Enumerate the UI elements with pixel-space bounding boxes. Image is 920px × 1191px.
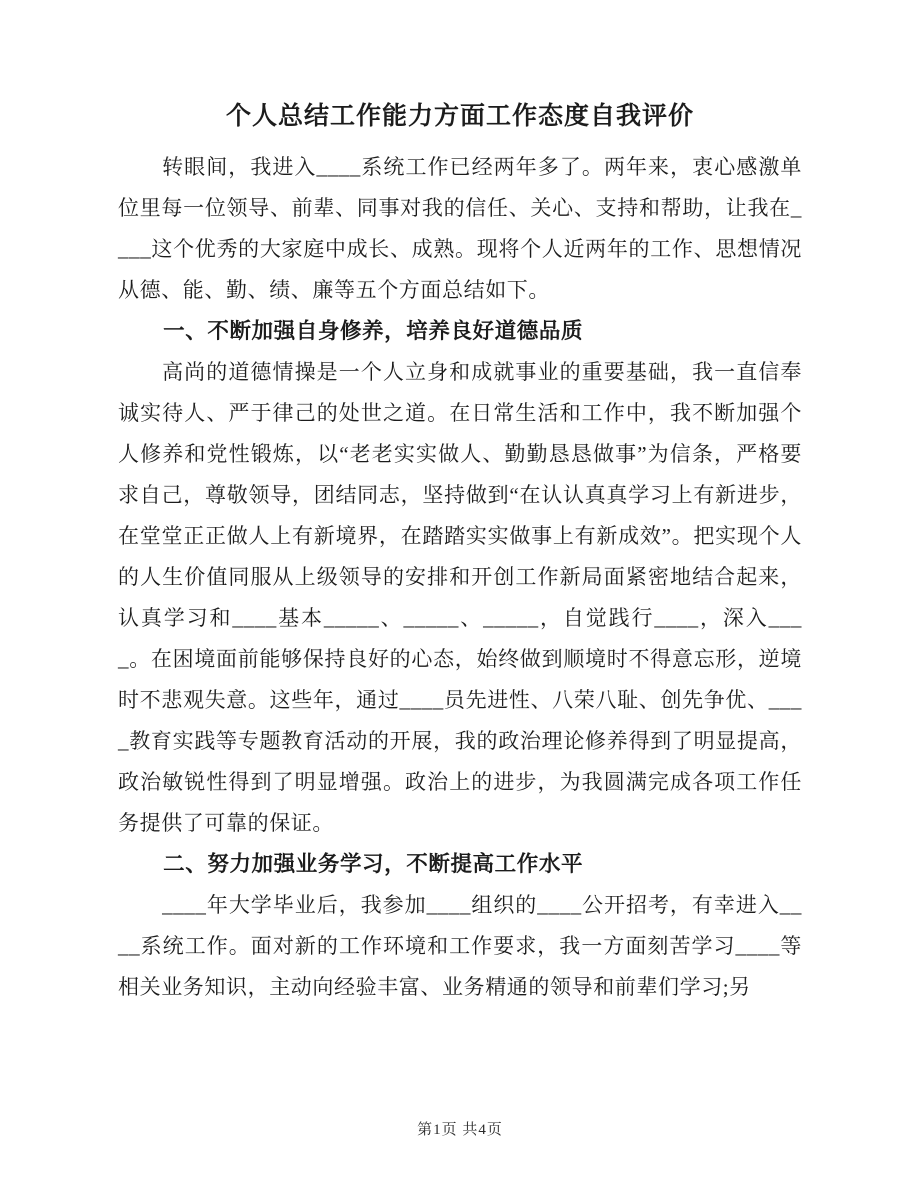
paragraph-section-1: 高尚的道德情操是一个人立身和成就事业的重要基础，我一直信奉诚实待人、严于律己的处世之道。在日常生活和工作中，我不断加强个人修养和党性锻炼，以“老老实实做人、勤勤恳恳做事”为信条，严格要求自己，尊敬领导，团结同志，坚持做到“在认认真真学习上有新进步，在堂堂正正做人上有新境界，在踏踏实实做事上有新成效”。把实现个人的人生价值同服从上级领导的安排和开创工作新局面紧密地结合起来，认真学习和____基本_____、_____、_____，自觉践行____，深入____。在困境面前能够保持良好的心态，始终做到顺境时不得意忘形，逆境时不悲观失意。这些年，通过____员先进性、八荣八耻、创先争优、____教育实践等专题教育活动的开展，我的政治理论修养得到了明显提高，政治敏锐性得到了明显增强。政治上的进步，为我圆满完成各项工作任务提供了可靠的保证。 bbox=[118, 360, 802, 835]
section-heading-1: 一、不断加强自身修养，培养良好道德品质 bbox=[163, 319, 584, 343]
document-title: 个人总结工作能力方面工作态度自我评价 bbox=[225, 103, 694, 130]
document-content bbox=[118, 0, 802, 1008]
section-heading-2: 二、努力加强业务学习，不断提高工作水平 bbox=[163, 852, 584, 876]
paragraph-intro: 转眼间，我进入____系统工作已经两年多了。两年来，衷心感激单位里每一位领导、前辈、同事对我的信任、关心、支持和帮助，让我在____这个优秀的大家庭中成长、成熟。现将个人近两年的工作、思想情况从德、能、勤、绩、廉等五个方面总结如下。 bbox=[118, 155, 802, 302]
page-number-label: 第1页 共4页 bbox=[417, 1122, 503, 1138]
page-footer bbox=[0, 1118, 920, 1139]
paragraph-section-2: ____年大学毕业后，我参加____组织的____公开招考，有幸进入____系统工作。面对新的工作环境和工作要求，我一方面刻苦学习____等相关业务知识，主动向经验丰富、业务精通的领导和前辈们学习;另 bbox=[118, 893, 802, 999]
